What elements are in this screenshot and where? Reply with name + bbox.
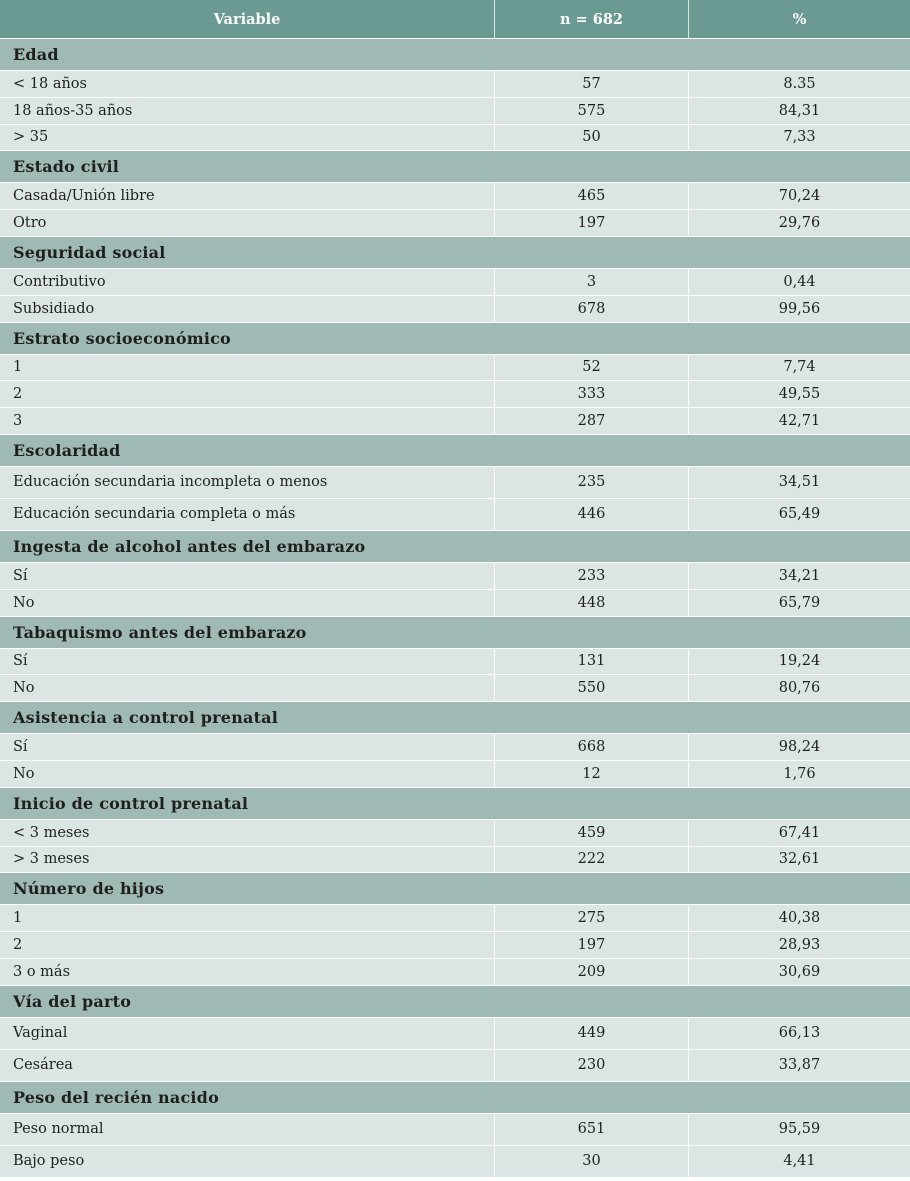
row-percent: 66,13 bbox=[688, 1018, 910, 1049]
row-label: Peso normal bbox=[13, 1121, 104, 1138]
row-label: 3 bbox=[13, 413, 23, 430]
section-header bbox=[0, 151, 910, 183]
table-row bbox=[0, 932, 910, 959]
section-title: Estrato socioeconómico bbox=[13, 328, 231, 348]
row-percent: 4,41 bbox=[688, 1146, 910, 1177]
row-count: 275 bbox=[494, 905, 688, 931]
row-count: 233 bbox=[494, 563, 688, 589]
row-percent: 70,24 bbox=[688, 183, 910, 209]
row-percent: 65,79 bbox=[688, 590, 910, 616]
row-count: 333 bbox=[494, 381, 688, 407]
row-label: Bajo peso bbox=[13, 1153, 85, 1170]
row-label: 3 o más bbox=[13, 963, 71, 980]
header-percent: % bbox=[688, 0, 910, 38]
row-label: 2 bbox=[13, 386, 23, 403]
table-row bbox=[0, 71, 910, 98]
table-row bbox=[0, 381, 910, 408]
section-header bbox=[0, 617, 910, 649]
row-count: 3 bbox=[494, 269, 688, 295]
row-label: Subsidiado bbox=[13, 300, 95, 317]
section-title: Vía del parto bbox=[13, 991, 132, 1011]
row-count: 575 bbox=[494, 98, 688, 124]
section-title: Inicio de control prenatal bbox=[13, 793, 249, 813]
section-header bbox=[0, 531, 910, 563]
table-row bbox=[0, 1114, 910, 1146]
row-percent: 30,69 bbox=[688, 959, 910, 985]
section-title: Número de hijos bbox=[13, 879, 165, 899]
table-row bbox=[0, 296, 910, 323]
row-label: Sí bbox=[13, 653, 28, 670]
row-label: 18 años-35 años bbox=[13, 102, 133, 119]
section-title: Estado civil bbox=[13, 157, 120, 177]
row-percent: 95,59 bbox=[688, 1114, 910, 1145]
row-label: Sí bbox=[13, 567, 28, 584]
section-header bbox=[0, 873, 910, 905]
row-label: No bbox=[13, 594, 35, 611]
row-label: > 35 bbox=[13, 129, 49, 146]
row-percent: 40,38 bbox=[688, 905, 910, 931]
row-count: 465 bbox=[494, 183, 688, 209]
row-count: 287 bbox=[494, 408, 688, 434]
table-row bbox=[0, 183, 910, 210]
table-row bbox=[0, 761, 910, 788]
table-body bbox=[0, 39, 910, 1178]
row-percent: 8.35 bbox=[688, 71, 910, 97]
row-percent: 33,87 bbox=[688, 1050, 910, 1081]
table-row bbox=[0, 499, 910, 531]
row-percent: 1,76 bbox=[688, 761, 910, 787]
row-label: Sí bbox=[13, 739, 28, 756]
row-label: Casada/Unión libre bbox=[13, 188, 155, 205]
row-percent: 65,49 bbox=[688, 499, 910, 530]
section-header bbox=[0, 435, 910, 467]
section-header bbox=[0, 323, 910, 355]
row-percent: 84,31 bbox=[688, 98, 910, 124]
table-row bbox=[0, 847, 910, 874]
section-title: Asistencia a control prenatal bbox=[13, 708, 279, 728]
header-variable: Variable bbox=[213, 10, 281, 28]
row-label: No bbox=[13, 680, 35, 697]
row-count: 30 bbox=[494, 1146, 688, 1177]
row-label: Contributivo bbox=[13, 273, 106, 290]
row-percent: 29,76 bbox=[688, 210, 910, 236]
row-label: < 3 meses bbox=[13, 824, 90, 841]
row-percent: 28,93 bbox=[688, 932, 910, 958]
section-header bbox=[0, 39, 910, 71]
table-row bbox=[0, 355, 910, 382]
section-header bbox=[0, 986, 910, 1018]
table-header bbox=[0, 0, 910, 39]
row-percent: 32,61 bbox=[688, 847, 910, 873]
row-count: 209 bbox=[494, 959, 688, 985]
row-count: 449 bbox=[494, 1018, 688, 1049]
row-label: < 18 años bbox=[13, 75, 87, 92]
row-count: 222 bbox=[494, 847, 688, 873]
row-count: 230 bbox=[494, 1050, 688, 1081]
row-percent: 42,71 bbox=[688, 408, 910, 434]
row-percent: 19,24 bbox=[688, 649, 910, 675]
table-row bbox=[0, 467, 910, 499]
section-title: Peso del recién nacido bbox=[13, 1087, 219, 1107]
section-header bbox=[0, 237, 910, 269]
row-percent: 80,76 bbox=[688, 675, 910, 701]
row-count: 678 bbox=[494, 296, 688, 322]
table-row bbox=[0, 269, 910, 296]
table-row bbox=[0, 675, 910, 702]
table-row bbox=[0, 563, 910, 590]
table-row bbox=[0, 905, 910, 932]
row-count: 50 bbox=[494, 125, 688, 151]
row-label: 1 bbox=[13, 359, 23, 376]
row-label: 1 bbox=[13, 910, 23, 927]
row-count: 12 bbox=[494, 761, 688, 787]
row-percent: 34,51 bbox=[688, 467, 910, 498]
row-count: 52 bbox=[494, 355, 688, 381]
row-count: 131 bbox=[494, 649, 688, 675]
row-count: 448 bbox=[494, 590, 688, 616]
row-count: 550 bbox=[494, 675, 688, 701]
table-row bbox=[0, 820, 910, 847]
table-row bbox=[0, 590, 910, 617]
section-header bbox=[0, 1082, 910, 1114]
table-row bbox=[0, 1146, 910, 1178]
section-title: Escolaridad bbox=[13, 440, 121, 460]
row-percent: 49,55 bbox=[688, 381, 910, 407]
row-label: Otro bbox=[13, 215, 47, 232]
table-row bbox=[0, 1050, 910, 1082]
section-title: Seguridad social bbox=[13, 242, 166, 262]
row-count: 197 bbox=[494, 210, 688, 236]
row-count: 197 bbox=[494, 932, 688, 958]
row-label: Cesárea bbox=[13, 1057, 73, 1074]
section-header bbox=[0, 702, 910, 734]
table-row bbox=[0, 959, 910, 986]
row-percent: 67,41 bbox=[688, 820, 910, 846]
section-header bbox=[0, 788, 910, 820]
row-label: Educación secundaria incompleta o menos bbox=[13, 474, 328, 491]
row-percent: 0,44 bbox=[688, 269, 910, 295]
row-count: 446 bbox=[494, 499, 688, 530]
table-row bbox=[0, 125, 910, 152]
row-count: 668 bbox=[494, 734, 688, 760]
row-label: Educación secundaria completa o más bbox=[13, 506, 296, 523]
section-title: Tabaquismo antes del embarazo bbox=[13, 622, 307, 642]
row-percent: 7,74 bbox=[688, 355, 910, 381]
row-percent: 34,21 bbox=[688, 563, 910, 589]
row-count: 459 bbox=[494, 820, 688, 846]
row-label: > 3 meses bbox=[13, 851, 90, 868]
row-count: 57 bbox=[494, 71, 688, 97]
section-title: Ingesta de alcohol antes del embarazo bbox=[13, 536, 366, 556]
table-row bbox=[0, 408, 910, 435]
table-row bbox=[0, 1018, 910, 1050]
row-percent: 7,33 bbox=[688, 125, 910, 151]
row-percent: 98,24 bbox=[688, 734, 910, 760]
section-title: Edad bbox=[13, 45, 59, 64]
row-count: 651 bbox=[494, 1114, 688, 1145]
table-row bbox=[0, 649, 910, 676]
row-label: 2 bbox=[13, 937, 23, 954]
row-label: Vaginal bbox=[13, 1025, 68, 1042]
row-label: No bbox=[13, 765, 35, 782]
row-count: 235 bbox=[494, 467, 688, 498]
table-row bbox=[0, 210, 910, 237]
row-percent: 99,56 bbox=[688, 296, 910, 322]
table-row bbox=[0, 98, 910, 125]
header-n: n = 682 bbox=[494, 0, 688, 38]
table-row bbox=[0, 734, 910, 761]
